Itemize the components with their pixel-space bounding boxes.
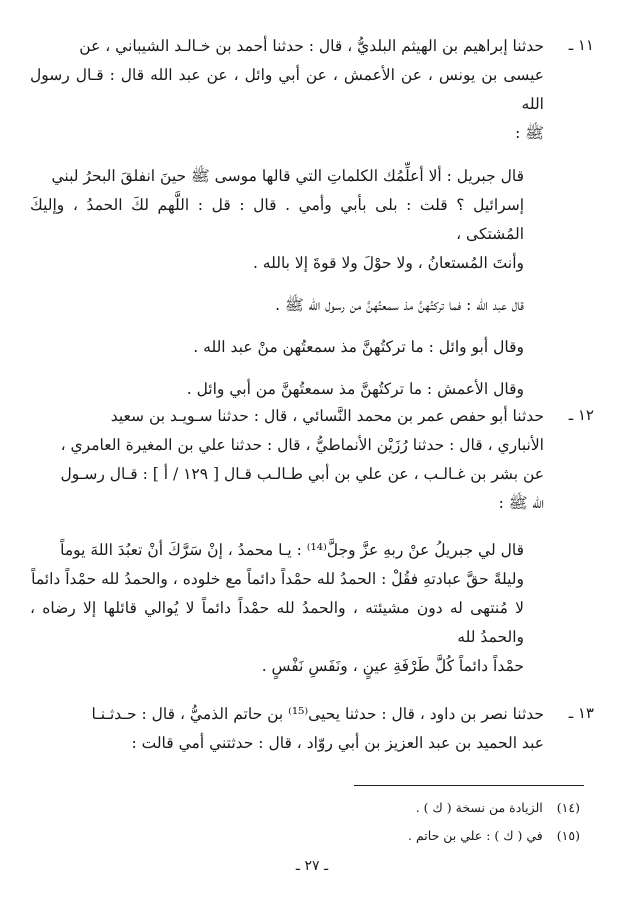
chain-line: عن بشر بن غـالـب ، عن علي بن أبي طـالـب قـال [ ١٢٩ / أ ] : قـال رسـول (60, 465, 544, 483)
chain-line: الله ﷺ : (498, 494, 544, 512)
text-line: وأنتَ المُستعانُ ، ولا حوْلَ ولا قوةَ إلا بالله . (252, 254, 524, 272)
hadith-number: ١٣ ـ (568, 704, 594, 722)
footnote (200, 822, 580, 850)
chain-line: عبد الحميد بن عبد العزيز بن أبي روّاد ، قال : حدثتني أمي قالت : (131, 734, 544, 752)
footnote-number: (١٥) (556, 828, 580, 843)
footnote-text: في ( ك ) : علي بن حاتم . (408, 828, 543, 843)
hadith-11 (30, 32, 594, 404)
text-line: حمْداً دائماً كُلَّ طَرْفَةِ عينٍ ، ونَفَسِ نَفْسٍ . (261, 657, 524, 675)
footnotes (200, 794, 580, 850)
text-line: لا مُنتهى له دون مشيئته ، والحمدُ لله حمْداً دائماً لا يُوالي قائلها إلا رضاه ، والحمدُ لله (30, 599, 524, 646)
footnote (200, 794, 580, 822)
footnote-divider (354, 785, 584, 786)
hadith-chain (30, 700, 544, 758)
hadith-chain (30, 32, 544, 148)
footnote-number: (١٤) (556, 800, 580, 815)
text-line: وليلةً حقَّ عبادتهِ فقُلْ : الحمدُ لله حمْداً دائماً مع خلوده ، والحمدُ لله حمْداً دائماً (31, 570, 524, 588)
hadith-chain (30, 402, 544, 518)
hadith-number: ١٢ ـ (568, 406, 594, 424)
note-line: وقال الأعمش : ما تركتُهنَّ مذ سمعتُهنَّ من أبي وائل . (186, 380, 524, 398)
chain-line: حدثنا إبراهيم بن الهيثم البلديُّ ، قال : حدثنا أحمد بن خـالـد الشيباني ، عن (79, 37, 544, 55)
chain-line: حدثنا نصر بن داود ، قال : حدثنا يحيى⁽¹⁵⁾ بن حاتم الذميُّ ، قال : حـدثـنـا (91, 705, 544, 723)
hadith-text (30, 536, 524, 681)
chain-line: ﷺ : (515, 124, 544, 142)
chain-line: الأنباري ، قال : حدثنا رُزَيْن الأنماطيُّ ، قال : حدثنا علي بن المغيرة العامري ، (60, 436, 544, 454)
text-line: إسرائيل ؟ قلت : بلى بأبي وأمي . قال : قل : اللَّهم لكَ الحمدُ ، وإليكَ المُشتكى ، (30, 196, 524, 243)
hadith-number: ١١ ـ (568, 36, 594, 54)
chain-line: حدثنا أبو حفص عمر بن محمد النَّسائي ، قال : حدثنا سـويـد بن سعيد (110, 407, 544, 425)
note-line: وقال أبو وائل : ما تركتُهنَّ مذ سمعتُهن منْ عبد الله . (193, 338, 524, 356)
hadith-12 (30, 402, 594, 681)
hadith-notes (30, 291, 524, 404)
page-number: ـ ٢٧ ـ (295, 858, 329, 874)
hadith-text (30, 162, 524, 278)
footnote-text: الزيادة من نسخة ( ك ) . (415, 800, 543, 815)
hadith-13 (30, 700, 594, 758)
chain-line: عيسى بن يونس ، عن الأعمش ، عن أبي وائل ، عن عبد الله قال : قـال رسول الله (30, 66, 544, 113)
text-line: قال لي جبريلُ عنْ ربهِ عزَّ وجلَّ⁽¹⁴⁾ : يـا محمدُ ، إنْ سَرَّكَ أنْ تعبُدَ اللهَ يوماً (60, 541, 524, 559)
note-line: قال عبد الله : فما تركتُهنَّ مذ سمعتُهنَّ من رسول الله ﷺ . (275, 296, 524, 314)
text-line: قال جبريل : ألا أعلِّمُك الكلماتِ التي قالها موسى ﷺ حينَ انفلقَ البحرُ لبني (51, 167, 524, 185)
